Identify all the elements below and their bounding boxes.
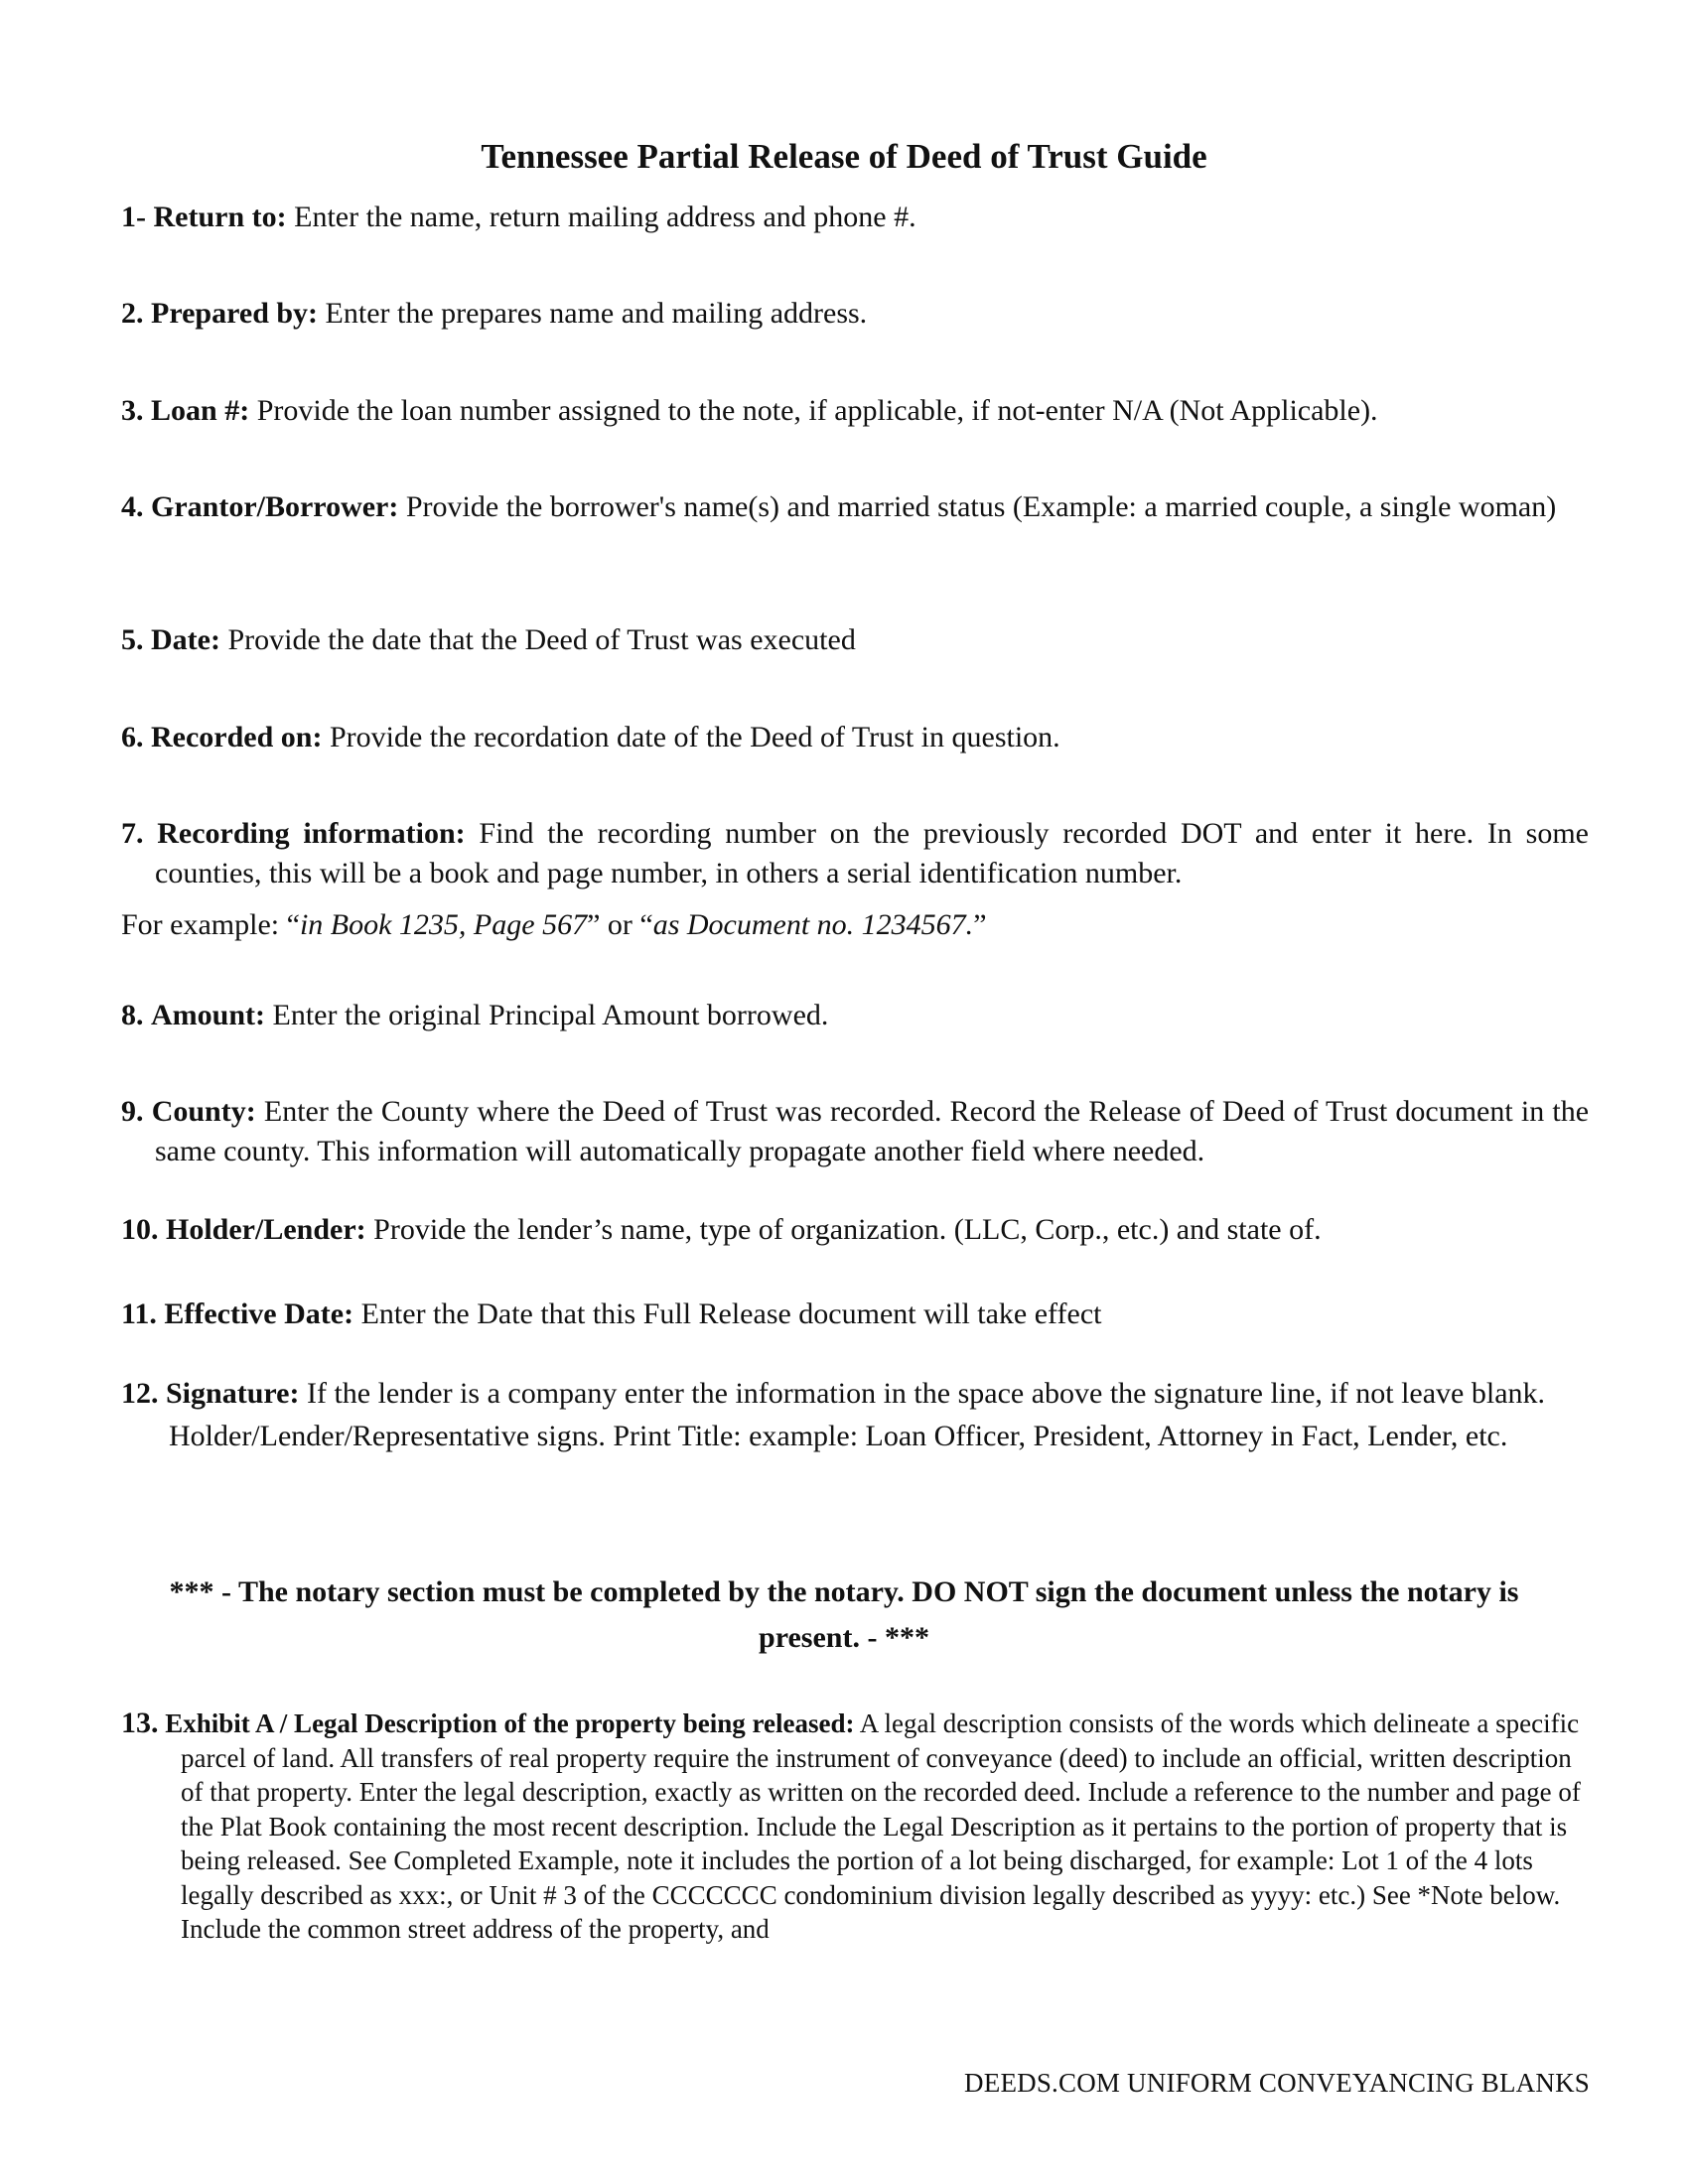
item-label: County: xyxy=(151,1095,256,1128)
item-number: 1- xyxy=(121,201,146,233)
item-text: Provide the borrower's name(s) and married status (Example: a married couple, a single woman) xyxy=(405,490,1557,523)
example-document: as Document no. 1234567. xyxy=(652,908,974,941)
item-number: 8. xyxy=(121,999,144,1031)
item-number: 3. xyxy=(121,394,144,427)
item-label: Holder/Lender: xyxy=(166,1213,366,1246)
item-label: Date: xyxy=(151,623,220,656)
guide-item-recorded-on xyxy=(121,718,1589,757)
item-text: Enter the County where the Deed of Trust was recorded. Record the Release of Deed of Trust document in the same county. This information will automatically propagate another field where needed. xyxy=(155,1095,1590,1167)
item-label: Prepared by: xyxy=(151,297,319,330)
guide-item-return-to xyxy=(121,198,1589,237)
guide-item-grantor-borrower xyxy=(121,487,1589,527)
item-number: 4. xyxy=(121,490,144,523)
footer-brand: DEEDS.COM UNIFORM CONVEYANCING BLANKS xyxy=(964,2068,1590,2098)
item-label: Amount: xyxy=(151,999,266,1031)
item-text: Enter the original Principal Amount borrowed. xyxy=(272,999,829,1031)
item-text: Provide the recordation date of the Deed of Trust in question. xyxy=(329,721,1060,753)
item-text: If the lender is a company enter the information in the space above the signature line, if not leave blank. Holder/Lender/Representative signs. Print Title: example: Loan Officer, President, Attorney in Fact, Lender, etc. xyxy=(169,1377,1546,1452)
item-number: 5. xyxy=(121,623,144,656)
item-label: Recording information: xyxy=(157,817,466,850)
guide-item-prepared-by xyxy=(121,294,1589,334)
recording-example xyxy=(121,905,987,945)
notary-notice: *** - The notary section must be completed by the notary. DO NOT sign the document unless the notary is present. - *** xyxy=(169,1575,1519,1654)
item-text: Enter the Date that this Full Release document will take effect xyxy=(360,1297,1102,1330)
example-book: in Book 1235, Page 567 xyxy=(299,908,588,941)
guide-item-amount xyxy=(121,996,1589,1035)
item-label: Exhibit A / Legal Description of the property being released: xyxy=(165,1708,855,1738)
item-label: Effective Date: xyxy=(164,1297,354,1330)
guide-item-recording-information xyxy=(121,814,1589,893)
item-text: A legal description consists of the words which delineate a specific parcel of land. All transfers of real property require the instrument of conveyance (deed) to include an official, written description of that property. Enter the legal description, exactly as written on the recorded deed. Include a reference to the number and page of the Plat Book containing the most recent description. Include the Legal Description as it pertains to the portion of property that is being released. See Completed Example, note it includes the portion of a lot being discharged, for example: Lot 1 of the 4 lots legally described as xxx:, or Unit # 3 of the CCCCCCC condominium division legally described as yyyy: etc.) See *Note below. Include the common street address of the property, and xyxy=(181,1708,1581,1944)
item-text: Enter the name, return mailing address and phone #. xyxy=(294,201,916,233)
guide-item-date xyxy=(121,620,1589,660)
item-text: Provide the date that the Deed of Trust was executed xyxy=(227,623,856,656)
example-suffix: ” xyxy=(973,908,987,941)
item-text: Provide the loan number assigned to the note, if applicable, if not-enter N/A (Not Applicable). xyxy=(256,394,1378,427)
example-middle: ” or “ xyxy=(587,908,653,941)
item-label: Signature: xyxy=(166,1377,300,1410)
guide-item-county xyxy=(121,1092,1589,1171)
item-number: 7. xyxy=(121,817,144,850)
item-number: 11. xyxy=(121,1297,157,1330)
guide-item-exhibit-a xyxy=(121,1706,1589,1947)
item-text: Provide the lender’s name, type of organization. (LLC, Corp., etc.) and state of. xyxy=(373,1213,1322,1246)
item-number: 10. xyxy=(121,1213,159,1246)
item-text: Find the recording number on the previously recorded DOT and enter it here. In some counties, this will be a book and page number, in others a serial identification number. xyxy=(155,817,1590,889)
item-number: 6. xyxy=(121,721,144,753)
item-label: Loan #: xyxy=(151,394,250,427)
example-prefix: For example: “ xyxy=(121,908,300,941)
guide-item-holder-lender xyxy=(121,1210,1589,1250)
item-number: 2. xyxy=(121,297,144,330)
item-label: Return to: xyxy=(153,201,287,233)
page-title: Tennessee Partial Release of Deed of Trust Guide xyxy=(481,137,1207,176)
item-number: 12. xyxy=(121,1377,159,1410)
guide-item-signature xyxy=(121,1372,1589,1457)
item-text: Enter the prepares name and mailing address. xyxy=(325,297,868,330)
item-number: 9. xyxy=(121,1095,144,1128)
guide-item-loan-number xyxy=(121,391,1589,431)
item-number: 13. xyxy=(121,1706,159,1739)
item-label: Recorded on: xyxy=(151,721,323,753)
item-label: Grantor/Borrower: xyxy=(151,490,399,523)
guide-item-effective-date xyxy=(121,1295,1589,1334)
